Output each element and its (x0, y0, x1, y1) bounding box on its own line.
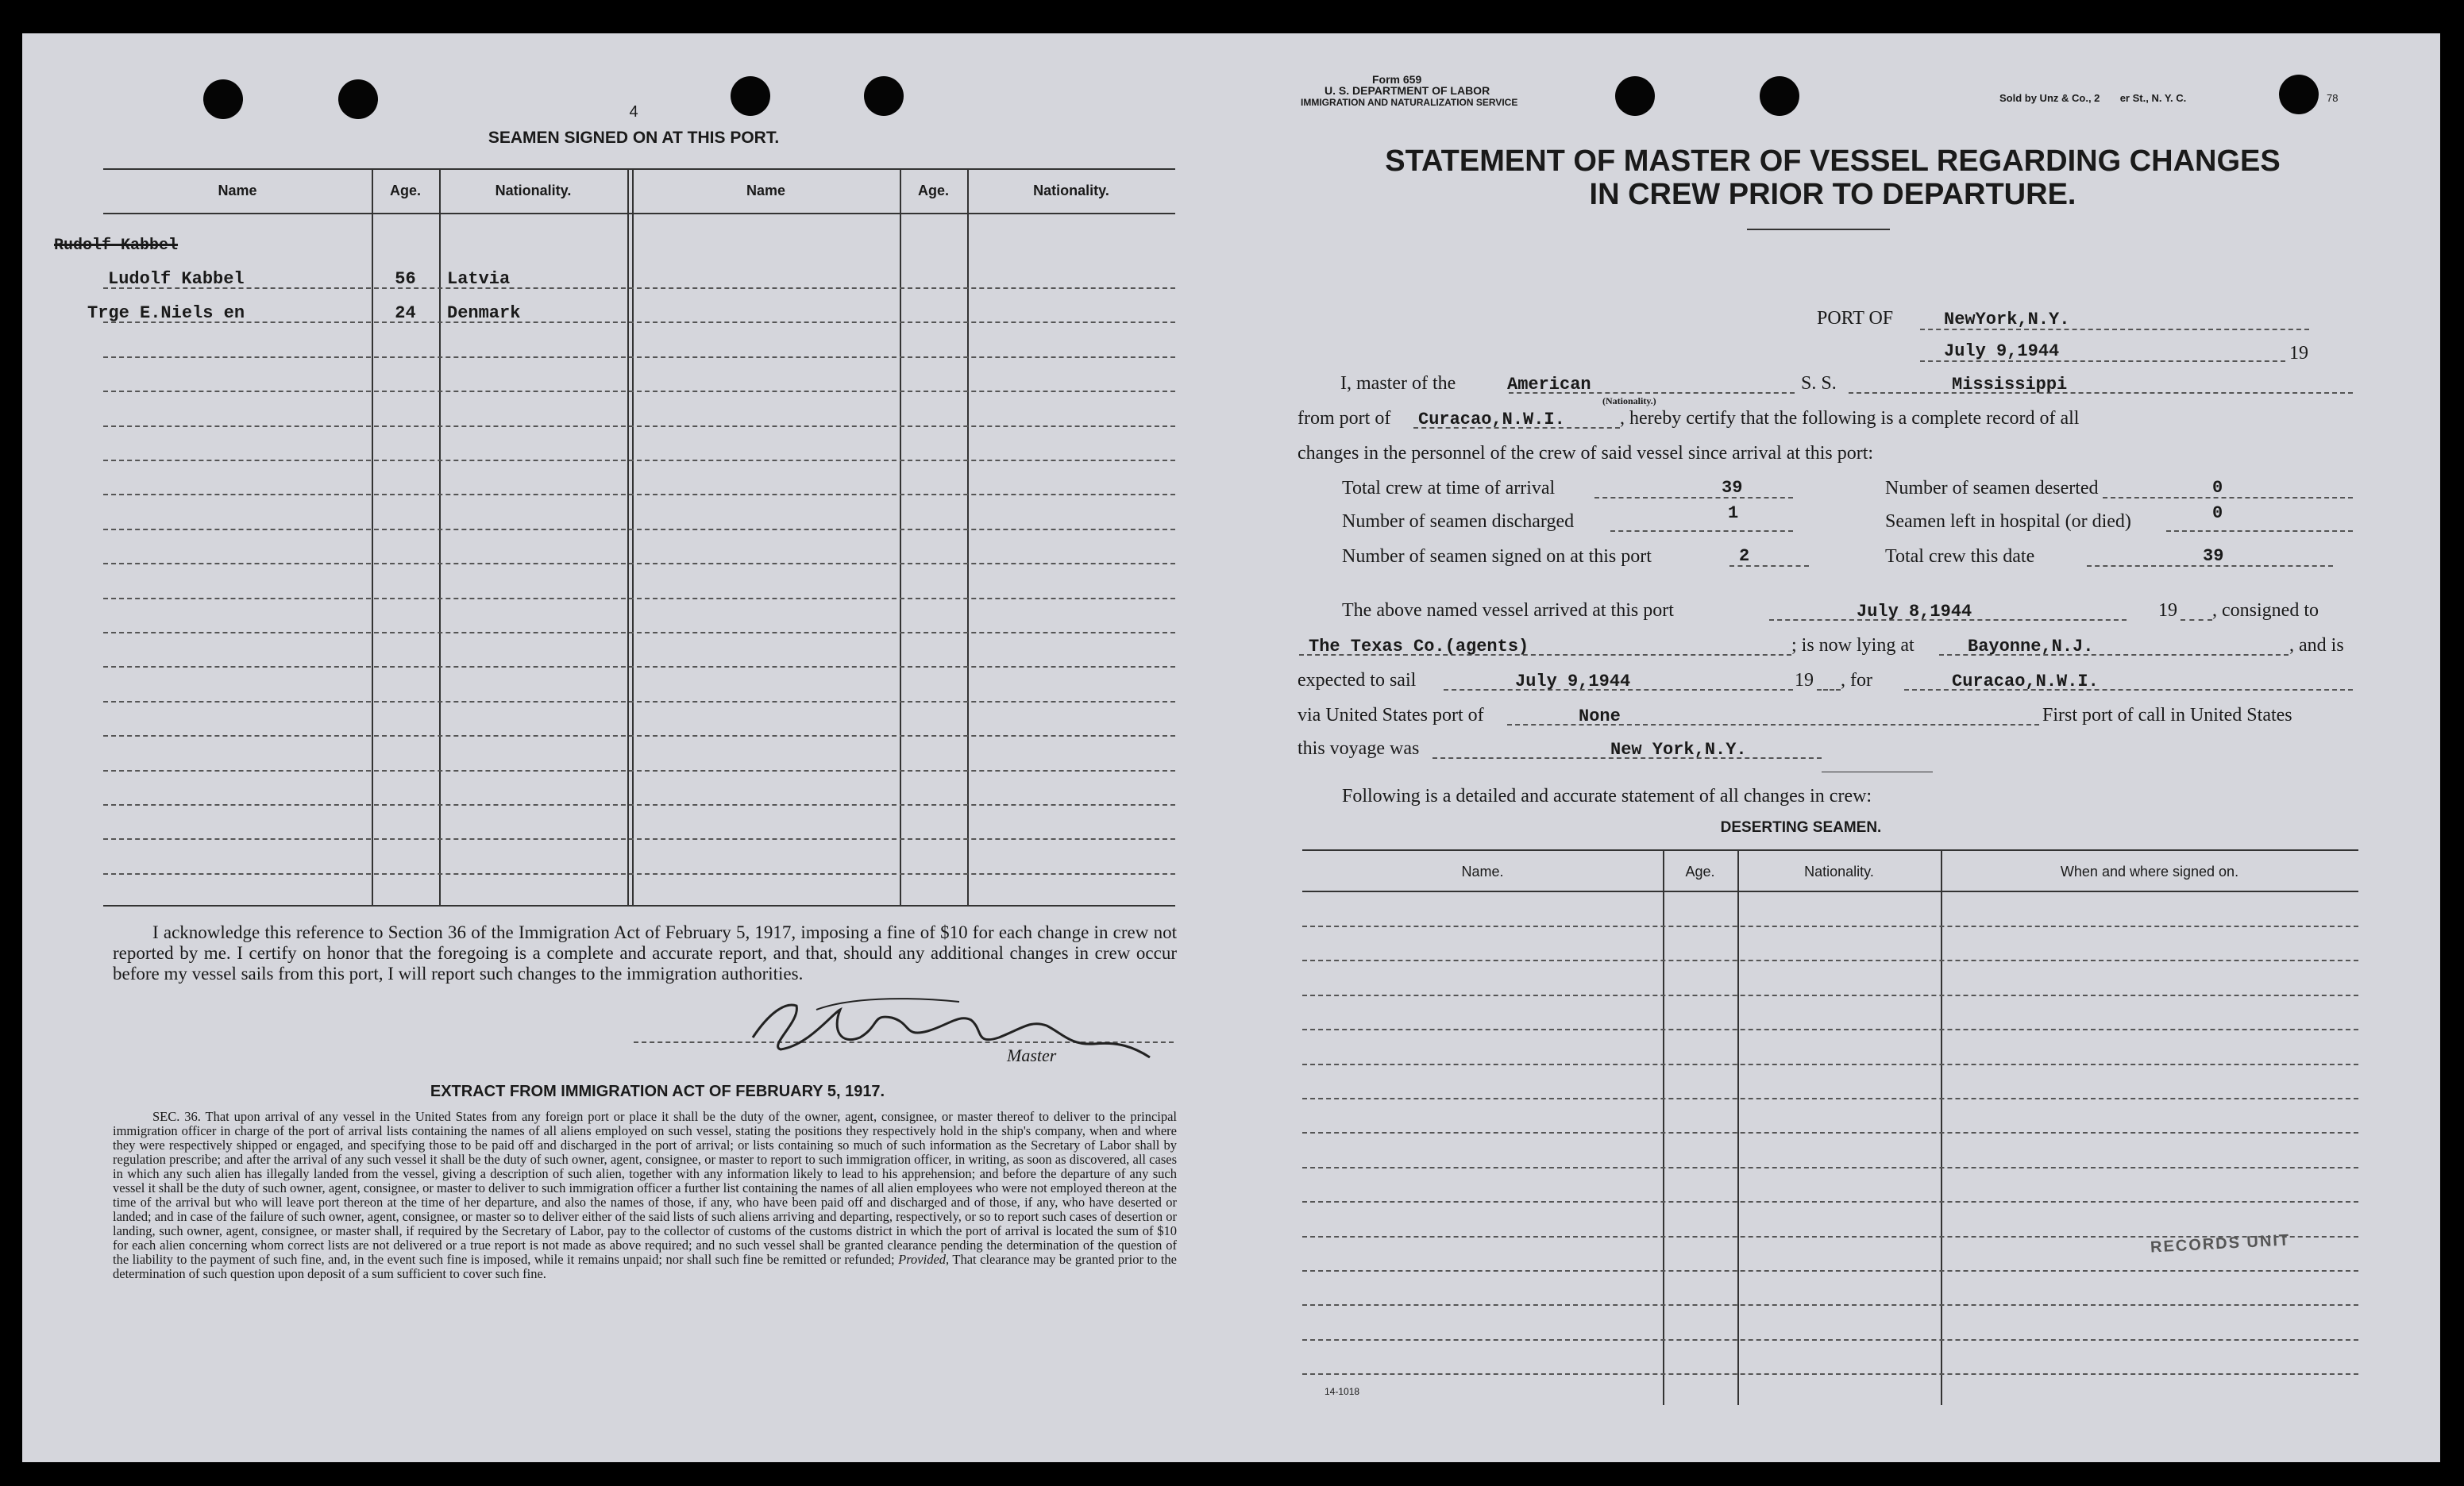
row-line (103, 804, 1175, 806)
column-header-age: Age. (917, 183, 949, 198)
table-row-age: 24 (395, 303, 416, 323)
vessel-line (1849, 392, 2353, 394)
via-label: via United States port of (1298, 705, 1484, 726)
print-code: 14-1018 (1325, 1386, 1360, 1397)
row-line (103, 321, 1175, 323)
struck-entry: Rudolf Kabbel (54, 237, 179, 255)
punch-hole (864, 76, 904, 116)
voyage-label: this voyage was (1298, 738, 1420, 759)
deserted-value: 0 (2212, 478, 2223, 498)
consigned-label: , consigned to (2212, 600, 2319, 621)
deserting-column-age: Age. (1685, 864, 1715, 880)
nationality-caption: (Nationality.) (1602, 395, 1656, 406)
following-text: Following is a detailed and accurate statement of all changes in crew: (1342, 786, 1872, 807)
row-line (1302, 1029, 2358, 1030)
master-signature (721, 982, 1166, 1069)
column-divider (632, 168, 634, 907)
row-line (103, 701, 1175, 703)
service-name: IMMIGRATION AND NATURALIZATION SERVICE (1301, 97, 1518, 108)
arrived-year: 19 (2158, 600, 2177, 621)
discharged-value: 1 (1728, 503, 1739, 523)
lying-value: Bayonne,N.J. (1968, 637, 2094, 656)
form-number: Form 659 (1372, 73, 1422, 86)
column-header-nationality: Nationality. (495, 183, 572, 198)
row-line (1302, 926, 2358, 927)
row-line (1302, 1098, 2358, 1099)
punch-hole (731, 76, 770, 116)
row-line (103, 460, 1175, 461)
vessel-value: Mississippi (1952, 375, 2068, 395)
column-divider (1941, 849, 1942, 1405)
changes-text: changes in the personnel of the crew of said vessel since arrival at this port: (1298, 443, 1874, 464)
total-arrival-value: 39 (1722, 478, 1743, 498)
row-line (1302, 1064, 2358, 1065)
column-divider (1663, 849, 1664, 1405)
table-row-nationality: Denmark (447, 303, 521, 323)
row-line (103, 666, 1175, 668)
row-line (1302, 1167, 2358, 1168)
total-date-value: 39 (2203, 546, 2224, 566)
stat-line (1610, 530, 1793, 532)
first-port-label: First port of call in United States (2042, 705, 2292, 726)
row-line (103, 632, 1175, 633)
deserting-column-signed-on: When and where signed on. (2060, 864, 2239, 880)
row-line (1302, 1132, 2358, 1134)
row-line (103, 356, 1175, 358)
column-header-name: Name (218, 183, 257, 198)
ss-label: S. S. (1801, 373, 1837, 394)
lying-label: ; is now lying at (1791, 635, 1915, 656)
table-row-name: Ludolf Kabbel (108, 269, 245, 289)
and-is-text: , and is (2289, 635, 2344, 656)
stat-line (2103, 497, 2353, 499)
deserted-label: Number of seamen deserted (1885, 478, 2099, 499)
column-divider (900, 168, 901, 907)
total-arrival-label: Total crew at time of arrival (1342, 478, 1556, 499)
certify-text: , hereby certify that the following is a complete record of all (1620, 408, 2080, 429)
extract-section-label: SEC. 36. (152, 1109, 201, 1124)
punch-hole (338, 79, 378, 119)
form-title: STATEMENT OF MASTER OF VESSEL REGARDING CHANGES IN CREW PRIOR TO DEPARTURE. (1385, 144, 2281, 211)
column-divider (627, 168, 629, 907)
signed-on-value: 2 (1739, 546, 1750, 566)
row-line (103, 735, 1175, 737)
arrived-year-line (2181, 619, 2212, 621)
punch-hole (203, 79, 243, 119)
row-line (103, 838, 1175, 840)
column-header-name: Name (746, 183, 786, 198)
date-value: July 9,1944 (1944, 341, 2060, 361)
consignee-value: The Texas Co.(agents) (1309, 637, 1529, 656)
extract-provided: Provided, (898, 1252, 950, 1267)
via-value: None (1579, 706, 1621, 726)
row-line (1302, 1339, 2358, 1341)
punch-hole (1615, 76, 1655, 116)
expected-value: July 9,1944 (1515, 672, 1631, 691)
from-port-value: Curacao,N.W.I. (1418, 410, 1565, 429)
row-line (103, 391, 1175, 392)
expected-year: 19 (1795, 670, 1814, 691)
row-line (103, 425, 1175, 427)
row-line (103, 529, 1175, 530)
expected-year-line (1817, 689, 1841, 691)
punch-hole (2279, 75, 2319, 114)
row-line (1302, 1270, 2358, 1272)
column-divider (967, 168, 969, 907)
arrived-label: The above named vessel arrived at this port (1342, 600, 1674, 621)
acknowledgement-text: I acknowledge this reference to Section 36 of the Immigration Act of February 5, 1917, imposing a fine of $10 for each change in crew not reported by me. I certify on honor that the foregoing is a complete and accurate report, and that, should any additional changes in crew occur before my vessel sails from this port, I will report such changes to the immigration authorities. (113, 922, 1177, 984)
stat-line (2166, 530, 2353, 532)
department-name: U. S. DEPARTMENT OF LABOR (1325, 84, 1490, 97)
corner-code: 78 (2327, 92, 2339, 104)
page-number: 4 (629, 103, 638, 121)
row-line (1302, 1373, 2358, 1375)
deserting-table-top (1302, 849, 2358, 851)
table-row-age: 56 (395, 269, 416, 289)
section-title: SEAMEN SIGNED ON AT THIS PORT. (488, 129, 780, 147)
date-year-prefix: 19 (2289, 343, 2308, 364)
master-label: Master (1007, 1045, 1057, 1065)
for-label: , for (1841, 670, 1872, 691)
for-value: Curacao,N.W.I. (1952, 672, 2099, 691)
voyage-value: New York,N.Y. (1610, 740, 1747, 760)
signed-on-label: Number of seamen signed on at this port (1342, 546, 1652, 567)
port-of-value: NewYork,N.Y. (1944, 310, 2070, 329)
port-of-label: PORT OF (1817, 308, 1894, 329)
row-line (103, 494, 1175, 495)
master-of-label: I, master of the (1340, 373, 1456, 394)
row-line (103, 873, 1175, 875)
row-line (103, 287, 1175, 289)
column-divider (1737, 849, 1739, 1405)
row-line (1302, 995, 2358, 996)
column-divider (439, 168, 441, 907)
row-line (1302, 1304, 2358, 1306)
table-bottom-rule (103, 905, 1175, 907)
from-port-label: from port of (1298, 408, 1391, 429)
arrived-value: July 8,1944 (1857, 602, 1972, 622)
total-date-label: Total crew this date (1885, 546, 2035, 567)
row-line (1302, 960, 2358, 961)
hospital-value: 0 (2212, 503, 2223, 523)
row-line (103, 770, 1175, 772)
column-header-nationality: Nationality. (1033, 183, 1109, 198)
nationality-value: American (1507, 375, 1591, 395)
table-row-nationality: Latvia (447, 269, 511, 289)
table-row-name: Trge E.Niels en (87, 303, 245, 323)
title-underline (1747, 229, 1890, 230)
deserting-column-name: Name. (1461, 864, 1504, 880)
seller-imprint: Sold by Unz & Co., 2 er St., N. Y. C. (1999, 92, 2187, 104)
table-top-rule (103, 168, 1175, 170)
deserting-table-header-rule (1302, 891, 2358, 892)
row-line (103, 598, 1175, 599)
deserting-column-nationality: Nationality. (1804, 864, 1874, 880)
extract-title: EXTRACT FROM IMMIGRATION ACT OF FEBRUARY 5, 1917. (430, 1083, 885, 1100)
extract-tail: That clearance may be granted prior to the determination of such question upon deposit of a sum sufficient to cover such fine. (113, 1252, 1178, 1281)
stat-line (1594, 497, 1793, 499)
hospital-label: Seamen left in hospital (or died) (1885, 511, 2131, 532)
row-line (103, 563, 1175, 564)
table-header-rule (103, 213, 1175, 214)
deserting-title: DESERTING SEAMEN. (1720, 819, 1882, 836)
expected-label: expected to sail (1298, 670, 1417, 691)
extract-text: That upon arrival of any vessel in the United States from any foreign port or place it shall be the duty of the owner, agent, consignee, or master thereof to deliver to the principal immigration officer in charge of the port of arrival lists containing the names of all aliens employed on such vessel, stating the positions they respectively hold in the ship's company, when and where they were respectively shipped or engaged, and specifying those to be paid off and discharged in the port of arrival; or lists containing so much of such information as the Secretary of Labor shall by regulation prescribe; and after the arrival of any such vessel it shall be the duty of such owner, agent, consignee, or master to report to such immigration officer, in writing, as soon as discovered, all cases in which any such alien has illegally landed from the vessel, giving a description of such alien, together with any information likely to lead to his apprehension; and before the departure of any such vessel it shall be the duty of such owner, agent, consignee, or master to deliver to such immigration officer a further list containing the names of all alien employees who were not employed thereon at the time of the arrival but who will leave port thereon at the time of her departure, and also the names of those, if any, who have been paid off and discharged and of those, if any, who have deserted or landed; and in case of the failure of such owner, agent, consignee, or master so to deliver either of the said lists of such aliens arriving and departing, respectively, or so to report such cases of desertion or landing, such owner, agent, consignee, or master shall, if required by the Secretary of Labor, pay to the collector of customs of the customs district in which the port of arrival is located the sum of $10 for each alien concerning whom correct lists are not delivered or a true report is not made as above required; and no such vessel shall be granted clearance pending the determination of the question of the liability to the payment of such fine, and, in the event such fine is imposed, while it remains unpaid; nor shall such fine be remitted or refunded; (113, 1109, 1178, 1267)
records-unit-stamp: RECORDS UNIT (2150, 1231, 2291, 1257)
punch-hole (1760, 76, 1799, 116)
extract-body (113, 1110, 1177, 1281)
row-line (1302, 1201, 2358, 1203)
discharged-label: Number of seamen discharged (1342, 511, 1575, 532)
column-header-age: Age. (389, 183, 421, 198)
document-page (22, 33, 2440, 1462)
